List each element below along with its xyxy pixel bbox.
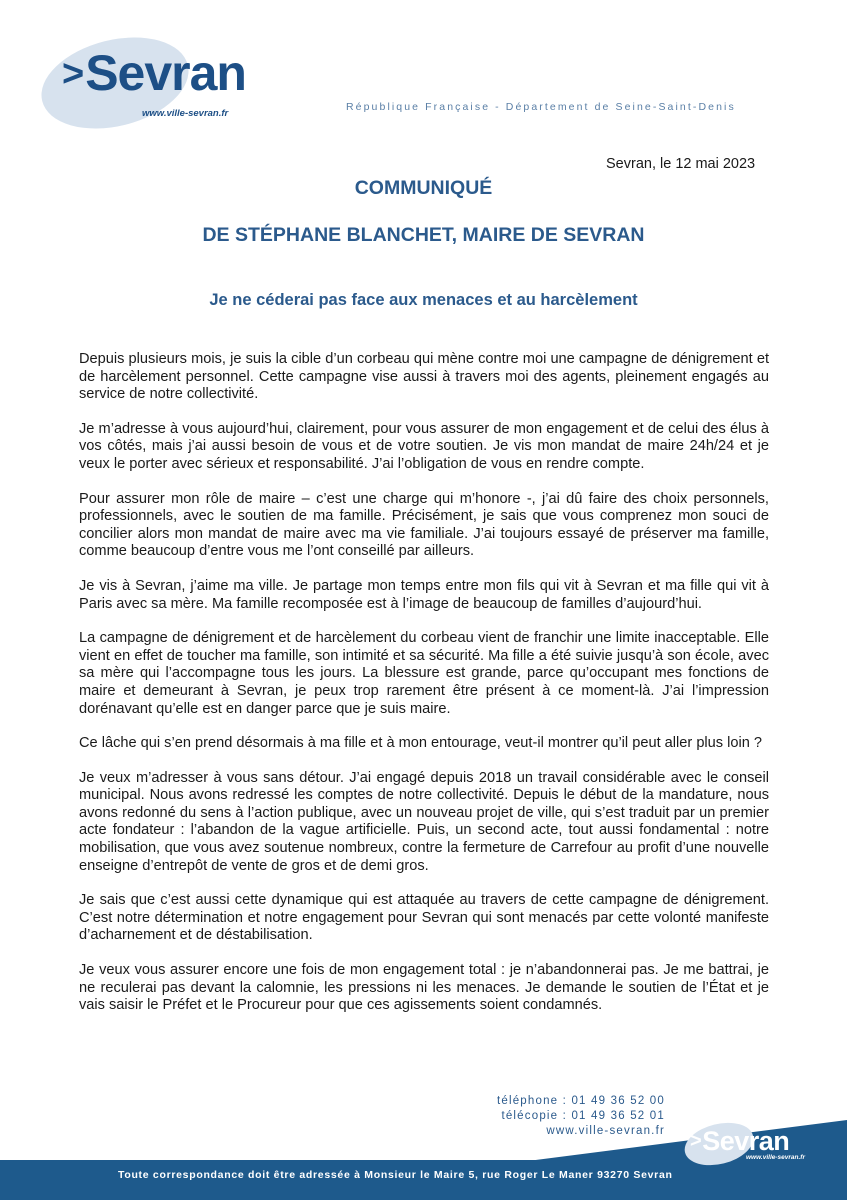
paragraph: Je veux m’adresser à vous sans détour. J’ai engagé depuis 2018 un travail considérable avec le conseil municipal. Nous avons redressé les comptes de notre collectivité. Depuis le début de la mandature, nous avons redonné du sens à l’action publique, avec un nouveau projet de ville, qui s’est traduit par un premier acte fondateur : l’abandon de la vague artificielle. Puis, un second acte, tout aussi fondamental : notre mobilisation, que vous avez soutenue nombreux, contre la fermeture de Carrefour au profit d’une nouvelle enseigne d’entrepôt de vente de gros et de demi gros. bbox=[79, 769, 769, 874]
title-communique: COMMUNIQUÉ bbox=[354, 177, 493, 199]
title-author: DE STÉPHANE BLANCHET, MAIRE DE SEVRAN bbox=[202, 224, 645, 246]
footer-logo-name: Sevran bbox=[702, 1126, 790, 1156]
paragraph: Je sais que c’est aussi cette dynamique qui est attaquée au travers de cette campagne de dénigrement. C’est notre détermination et notre engagement pour Sevran qui sont menacés par cette volonté manifeste d’acharnement et de déstabilisation. bbox=[79, 892, 769, 944]
paragraph: Je m’adresse à vous aujourd’hui, clairement, pour vous assurer de mon engagement et de celui des élus à vos côtés, mais j’ai aussi besoin de vous et de votre soutien. Je vis mon mandat de maire 24h/24 et je veux le porter avec sérieux et responsabilité. J’ai l’obligation de vous en rendre compte. bbox=[79, 420, 769, 472]
telephone: téléphone : 01 49 36 52 00 bbox=[496, 1095, 665, 1107]
paragraph: Depuis plusieurs mois, je suis la cible d’un corbeau qui mène contre moi une campagne de dénigrement et de harcèlement personnel. Cette campagne vise aussi à travers moi des agents, pleinement engagés au service de notre collectivité. bbox=[79, 351, 769, 403]
logo-chevron-icon: > bbox=[62, 53, 84, 95]
logo-name: Sevran bbox=[85, 45, 246, 101]
footer-logo bbox=[680, 1124, 840, 1164]
letter-body bbox=[79, 351, 769, 1032]
footer-address: Toute correspondance doit être adressée à Monsieur le Maire 5, rue Roger Le Maner 93270 Sevran bbox=[118, 1169, 673, 1181]
paragraph: Je veux vous assurer encore une fois de mon engagement total : je n’abandonnerai pas. Je me battrai, je ne reculerai pas devant la calomnie, les pressions ni les menaces. Je demande le soutien de l’État et je vais saisir le Préfet et le Procureur pour que ces agissements soient condamnés. bbox=[79, 962, 769, 1014]
paragraph: Je vis à Sevran, j’aime ma ville. Je partage mon temps entre mon fils qui vit à Sevran et ma fille qui vit à Paris avec sa mère. Ma famille recomposée est à l’image de beaucoup de familles d’aujourd’hui. bbox=[79, 577, 769, 612]
paragraph: La campagne de dénigrement et de harcèlement du corbeau vient de franchir une limite inacceptable. Elle vient en effet de toucher ma famille, son intimité et sa sécurité. Ma fille a été suivie jusqu’à son école, avec sa mère qui l’accompagne tous les jours. La blessure est grande, parce qu’occupant mes fonctions de maire et demeurant à Sevran, je peux trop rarement être présent à ce moment-là. J’ai l’impression dorénavant qu’elle est en danger parce que je suis maire. bbox=[79, 630, 769, 717]
logo-url: www.ville-sevran.fr bbox=[142, 108, 229, 119]
sevran-logo bbox=[40, 40, 270, 132]
telecopie: télécopie : 01 49 36 52 01 bbox=[501, 1110, 665, 1122]
website-link[interactable]: www.ville-sevran.fr bbox=[546, 1125, 665, 1137]
date-line: Sevran, le 12 mai 2023 bbox=[606, 156, 756, 172]
paragraph: Ce lâche qui s’en prend désormais à ma fille et à mon entourage, veut-il montrer qu’il peut aller plus loin ? bbox=[79, 735, 763, 752]
subtitle: Je ne céderai pas face aux menaces et au harcèlement bbox=[209, 291, 638, 309]
footer-logo-chevron-icon: > bbox=[690, 1130, 702, 1152]
republic-line: République Française - Département de Seine-Saint-Denis bbox=[346, 101, 736, 113]
paragraph: Pour assurer mon rôle de maire – c’est une charge qui m’honore -, j’ai dû faire des choix personnels, professionnels, avec le soutien de ma famille. Précisément, je sais que vous comprenez mon souci de concilier alors mon mandat de maire avec ma vie familiale. J’ai toujours essayé de préserver ma famille, comme beaucoup d’entre vous me l’ont conseillé par ailleurs. bbox=[79, 490, 769, 560]
footer-logo-url: www.ville-sevran.fr bbox=[746, 1154, 806, 1161]
contact-block bbox=[497, 1094, 665, 1139]
